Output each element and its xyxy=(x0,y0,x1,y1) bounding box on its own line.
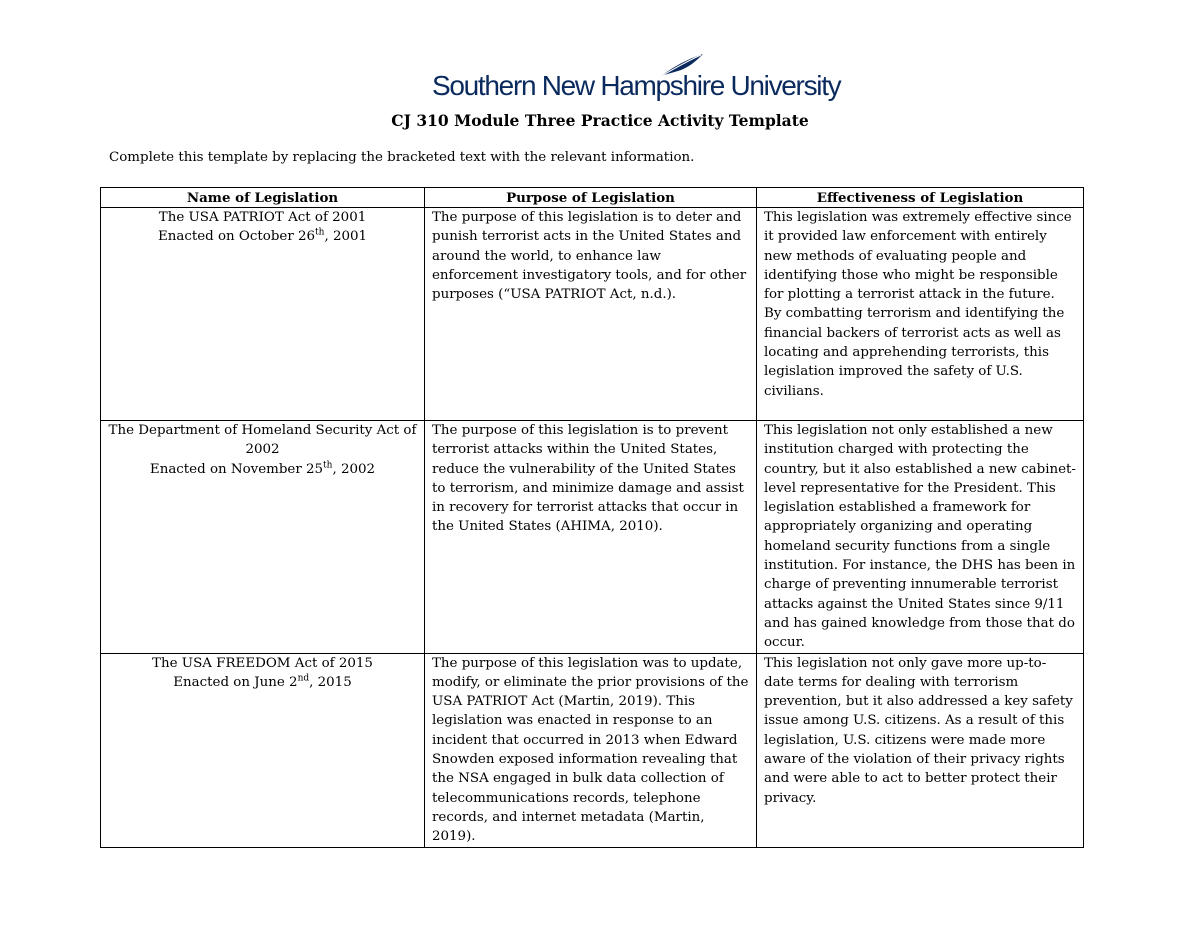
legislation-purpose: The purpose of this legislation was to update, modify, or eliminate the prior provisions of the USA PATRIOT Act (Martin, 2019). This legislation was enacted in response to an incident that occurred in 2013 when Edward Snowden exposed information revealing that the NSA engaged in bulk data collection of telecommunications records, telephone records, and internet metadata (Martin, 2019). xyxy=(425,653,757,847)
legislation-table xyxy=(100,187,1084,848)
table-row xyxy=(101,208,1084,421)
column-header-purpose: Purpose of Legislation xyxy=(425,188,757,208)
document-title: CJ 310 Module Three Practice Activity Template xyxy=(391,111,809,130)
column-header-effectiveness: Effectiveness of Legislation xyxy=(757,188,1084,208)
instructions-text: Complete this template by replacing the bracketed text with the relevant information. xyxy=(109,150,695,165)
legislation-name-cell xyxy=(101,421,425,654)
legislation-purpose: The purpose of this legislation is to prevent terrorist attacks within the United States, reduce the vulnerability of the United States to terrorism, and minimize damage and assist in recovery for terrorist attacks that occur in the United States (AHIMA, 2010). xyxy=(425,421,757,654)
legislation-name-cell xyxy=(101,208,425,421)
table-header-row xyxy=(101,188,1084,208)
legislation-purpose: The purpose of this legislation is to deter and punish terrorist acts in the United States and around the world, to enhance law enforcement investigatory tools, and for other purposes (“USA PATRIOT Act, n.d.). xyxy=(425,208,757,421)
university-logo xyxy=(432,52,841,108)
legislation-effectiveness: This legislation not only established a new institution charged with protecting the country, but it also established a new cabinet-level representative for the President. This legislation established a framework for appropriately organizing and operating homeland security functions from a single institution. For instance, the DHS has been in charge of preventing innumerable terrorist attacks against the United States since 9/11 and has gained knowledge from those that do occur. xyxy=(757,421,1084,654)
logo-wordmark: Southern New Hampshire University xyxy=(432,70,841,101)
column-header-name: Name of Legislation xyxy=(101,188,425,208)
legislation-name: The Department of Homeland Security Act of 2002 xyxy=(108,423,417,458)
legislation-name: The USA FREEDOM Act of 2015 xyxy=(152,655,373,671)
legislation-effectiveness: This legislation not only gave more up-to-date terms for dealing with terrorism prevention, but it also addressed a key safety issue among U.S. citizens. As a result of this legislation, U.S. citizens were made more aware of the violation of their privacy rights and were able to act to better protect their privacy. xyxy=(757,653,1084,847)
legislation-name-cell xyxy=(101,653,425,847)
table-row xyxy=(101,653,1084,847)
table-row xyxy=(101,421,1084,654)
enactment-date: Enacted on June 2nd, 2015 xyxy=(173,673,352,690)
feather-icon xyxy=(645,52,707,82)
legislation-effectiveness: This legislation was extremely effective since it provided law enforcement with entirely new methods of evaluating people and identifying those who might be responsible for plotting a terrorist attack in the future. By combatting terrorism and identifying the financial backers of terrorist acts as well as locating and apprehending terrorists, this legislation improved the safety of U.S. civilians. xyxy=(757,208,1084,421)
enactment-date: Enacted on October 26th, 2001 xyxy=(157,227,368,245)
enactment-date: Enacted on November 25th, 2002 xyxy=(149,460,376,477)
legislation-name: The USA PATRIOT Act of 2001 xyxy=(158,210,367,225)
